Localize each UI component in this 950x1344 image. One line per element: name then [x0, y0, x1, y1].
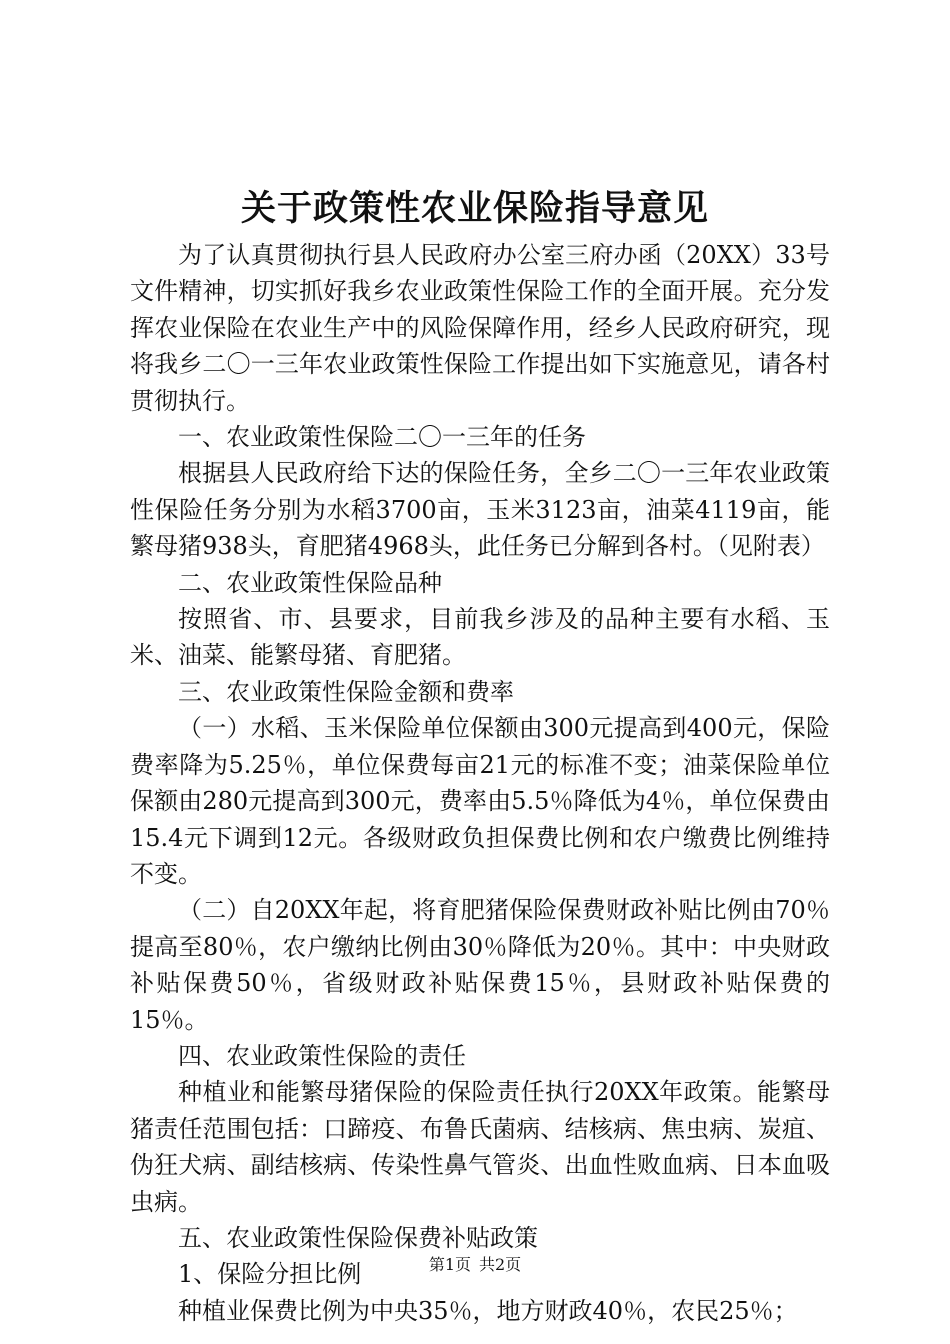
section-paragraph-1: 根据县人民政府给下达的保险任务，全乡二〇一三年农业政策性保险任务分别为水稻3700亩，玉米3123亩，油菜4119亩，能繁母猪938头，育肥猪4968头，此任务已分解到各村。（见附表）	[130, 459, 830, 561]
document-title: 关于政策性农业保险指导意见	[240, 189, 709, 229]
section-heading-3: 三、农业政策性保险金额和费率	[178, 677, 514, 706]
subsection-heading-5-1: 1、保险分担比例	[178, 1260, 362, 1289]
section-paragraph-4: 种植业和能繁母猪保险的保险责任执行20XX年政策。能繁母猪责任范围包括：口蹄疫、布鲁氏菌病、结核病、焦虫病、炭疽、伪狂犬病、副结核病、传染性鼻气管炎、出血性败血病、日本血吸虫病。	[130, 1078, 830, 1216]
section-paragraph-3a: （一）水稻、玉米保险单位保额由300元提高到400元，保险费率降为5.25％，单位保费每亩21元的标准不变；油菜保险单位保额由280元提高到300元，费率由5.5％降低为4％，单位保费由15.4元下调到12元。各级财政负担保费比例和农户缴费比例维持不变。	[130, 714, 830, 888]
section-paragraph-2: 按照省、市、县要求，目前我乡涉及的品种主要有水稻、玉米、油菜、能繁母猪、育肥猪。	[130, 605, 830, 670]
section-paragraph-3b: （二）自20XX年起，将育肥猪保险保费财政补贴比例由70％提高至80％，农户缴纳比例由30％降低为20％。其中：中央财政补贴保费50％，省级财政补贴保费15％，县财政补贴保费的15％。	[130, 896, 830, 1034]
intro-paragraph: 为了认真贯彻执行县人民政府办公室三府办函（20XX）33号文件精神，切实抓好我乡农业政策性保险工作的全面开展。充分发挥农业保险在农业生产中的风险保障作用，经乡人民政府研究，现将我乡二〇一三年农业政策性保险工作提出如下实施意见，请各村贯彻执行。	[130, 241, 830, 415]
section-heading-2: 二、农业政策性保险品种	[178, 568, 442, 597]
section-heading-5: 五、农业政策性保险保费补贴政策	[178, 1223, 538, 1252]
page-footer	[0, 1254, 950, 1276]
section-heading-4: 四、农业政策性保险的责任	[178, 1041, 466, 1070]
page-number: 第1页	[428, 1255, 471, 1274]
document-body	[130, 237, 830, 1329]
page-total: 共2页	[479, 1255, 522, 1274]
section-heading-1: 一、农业政策性保险二〇一三年的任务	[178, 423, 586, 452]
section-paragraph-5: 种植业保费比例为中央35％，地方财政40％，农民25％；	[178, 1296, 798, 1325]
